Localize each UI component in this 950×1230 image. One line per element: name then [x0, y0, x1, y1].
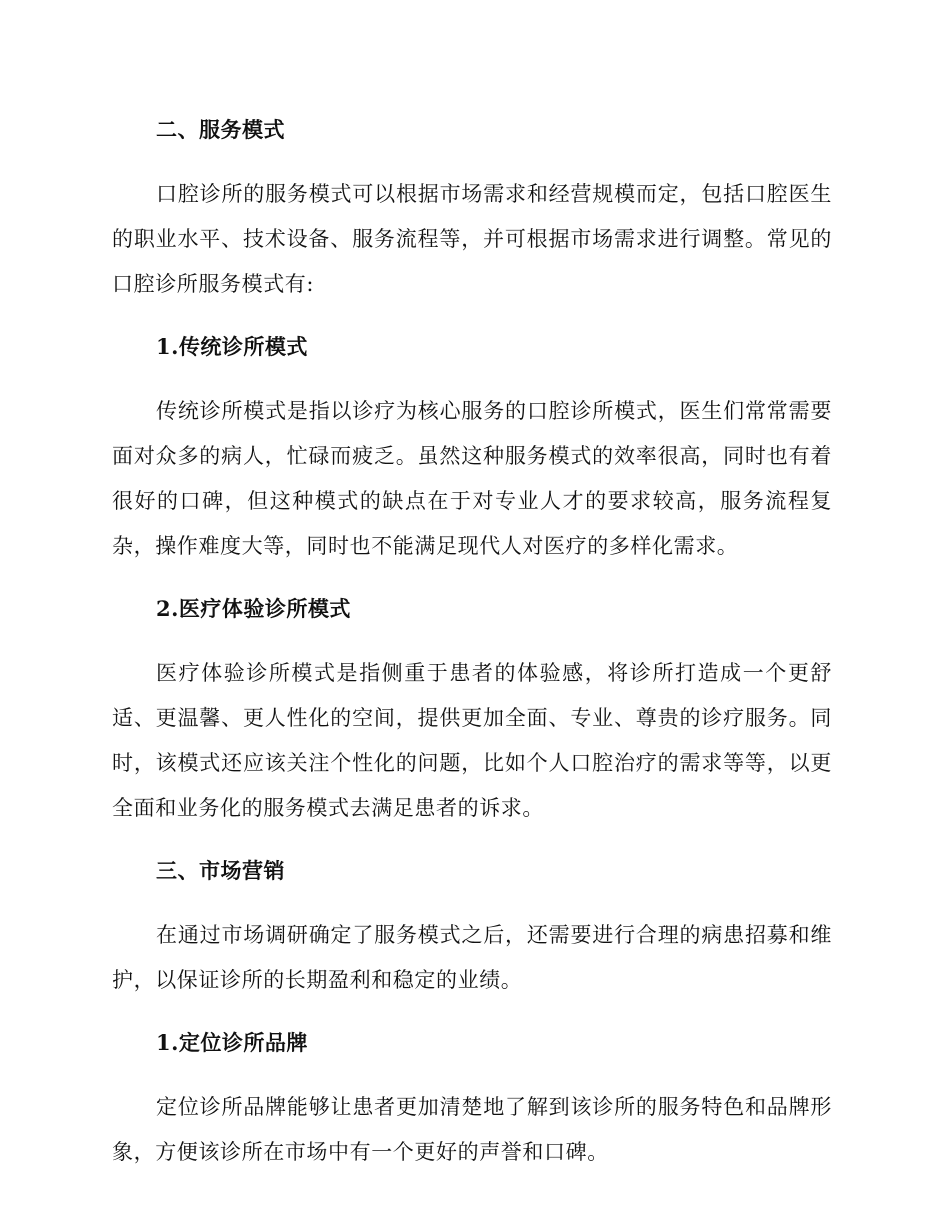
subheading-experience-clinic: 2.医疗体验诊所模式: [156, 596, 351, 621]
paragraph-service-model-intro: 口腔诊所的服务模式可以根据市场需求和经营规模而定，包括口腔医生的职业水平、技术设备、服务流程等，并可根据市场需求进行调整。常见的口腔诊所服务模式有:: [112, 182, 832, 296]
document-page: [112, 106, 832, 1175]
paragraph-experience-clinic: 医疗体验诊所模式是指侧重于患者的体验感，将诊所打造成一个更舒适、更温馨、更人性化的空间，提供更加全面、专业、尊贵的诊疗服务。同时，该模式还应该关注个性化的问题，比如个人口腔治疗的需求等等，以更全面和业务化的服务模式去满足患者的诉求。: [112, 661, 832, 820]
subheading-clinic-brand: 1.定位诊所品牌: [156, 1030, 308, 1055]
section-heading-marketing: 三、市场营销: [156, 858, 285, 883]
section-heading-service-model: 二、服务模式: [156, 117, 285, 142]
paragraph-marketing-intro: 在通过市场调研确定了服务模式之后，还需要进行合理的病患招募和维护，以保证诊所的长期盈利和稳定的业绩。: [112, 923, 832, 992]
subheading-traditional-clinic: 1.传统诊所模式: [156, 334, 308, 359]
paragraph-clinic-brand: 定位诊所品牌能够让患者更加清楚地了解到该诊所的服务特色和品牌形象，方便该诊所在市场中有一个更好的声誉和口碑。: [112, 1095, 832, 1164]
paragraph-traditional-clinic: 传统诊所模式是指以诊疗为核心服务的口腔诊所模式，医生们常常需要面对众多的病人，忙碌而疲乏。虽然这种服务模式的效率很高，同时也有着很好的口碑，但这种模式的缺点在于对专业人才的要求较高，服务流程复杂，操作难度大等，同时也不能满足现代人对医疗的多样化需求。: [112, 399, 832, 558]
